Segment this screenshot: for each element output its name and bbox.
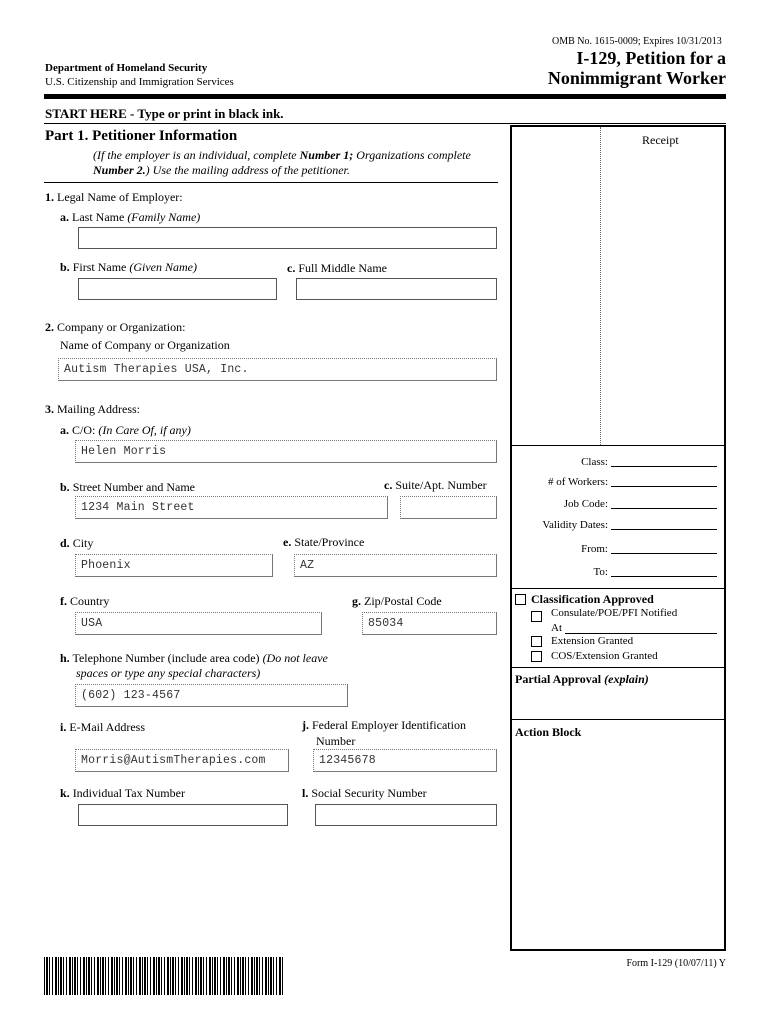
classification-approved-label: Classification Approved xyxy=(531,592,654,606)
to-label: To: xyxy=(593,566,608,578)
q3a-label: a. C/O: (In Care Of, if any) xyxy=(60,423,191,437)
country-field[interactable]: USA xyxy=(75,612,322,635)
receipt-label: Receipt xyxy=(642,133,679,147)
office-use-sidebar xyxy=(510,125,726,951)
form-title-line2: Nonimmigrant Worker xyxy=(547,68,726,88)
first-name-field[interactable] xyxy=(78,278,277,300)
q2-sublabel: Name of Company or Organization xyxy=(60,338,230,352)
dates-bottom-rule xyxy=(512,588,725,589)
zip-field[interactable]: 85034 xyxy=(362,612,497,635)
omb-number: OMB No. 1615-0009; Expires 10/31/2013 xyxy=(552,36,722,47)
email-field[interactable]: Morris@AutismTherapies.com xyxy=(75,749,289,772)
consulate-checkbox[interactable] xyxy=(531,611,542,622)
cos-extension-checkbox[interactable] xyxy=(531,651,542,662)
part1-rule xyxy=(44,182,498,183)
q3j-label: j. Federal Employer Identification xyxy=(302,718,466,732)
from-label: From: xyxy=(581,543,608,555)
header-rule xyxy=(44,94,726,99)
barcode xyxy=(44,957,284,995)
q3-label: 3. Mailing Address: xyxy=(45,402,140,416)
q3d-label: d. City xyxy=(60,536,94,550)
q3f-label: f. Country xyxy=(60,594,110,608)
q1b-label: b. First Name (Given Name) xyxy=(60,260,197,274)
agency-subname: U.S. Citizenship and Immigration Services xyxy=(45,76,234,88)
workers-label: # of Workers: xyxy=(547,476,608,488)
telephone-field[interactable]: (602) 123-4567 xyxy=(75,684,348,707)
middle-name-field[interactable] xyxy=(296,278,497,300)
agency-name: Department of Homeland Security xyxy=(45,62,208,74)
start-here-note: START HERE - Type or print in black ink. xyxy=(45,106,284,121)
q3j-label-line2: Number xyxy=(316,734,356,748)
q3g-label: g. Zip/Postal Code xyxy=(352,594,442,608)
partial-approval-label: Partial Approval (explain) xyxy=(515,672,649,686)
to-line[interactable] xyxy=(611,576,717,577)
validity-line[interactable] xyxy=(611,529,717,530)
extension-granted-checkbox[interactable] xyxy=(531,636,542,647)
class-line[interactable] xyxy=(611,466,717,467)
form-title-line1: I-129, Petition for a xyxy=(576,48,726,68)
q3h-label-line2: spaces or type any special characters) xyxy=(76,666,261,680)
action-block-label: Action Block xyxy=(515,725,582,739)
from-line[interactable] xyxy=(611,553,717,554)
fein-field[interactable]: 12345678 xyxy=(313,749,497,772)
part1-instructions-line1: (If the employer is an individual, complete Number 1; Organizations complete xyxy=(93,148,471,162)
consulate-label: Consulate/POE/PFI Notified xyxy=(551,607,678,619)
company-name-field[interactable]: Autism Therapies USA, Inc. xyxy=(58,358,497,381)
start-here-rule xyxy=(44,123,726,124)
cos-extension-label: COS/Extension Granted xyxy=(551,650,658,662)
extension-granted-label: Extension Granted xyxy=(551,635,634,647)
q3i-label: i. E-Mail Address xyxy=(60,720,145,734)
q3h-label: h. Telephone Number (include area code) (Do not leave xyxy=(60,651,328,665)
tax-number-field[interactable] xyxy=(78,804,288,826)
at-label: At xyxy=(551,622,562,634)
street-field[interactable]: 1234 Main Street xyxy=(75,496,388,519)
suite-field[interactable] xyxy=(400,496,497,519)
q1-label: 1. Legal Name of Employer: xyxy=(45,190,183,204)
ssn-field[interactable] xyxy=(315,804,497,826)
validity-label: Validity Dates: xyxy=(542,519,608,531)
state-field[interactable]: AZ xyxy=(294,554,497,577)
job-code-line[interactable] xyxy=(611,508,717,509)
part1-title: Part 1. Petitioner Information xyxy=(45,128,238,144)
part1-instructions-line2: Number 2.) Use the mailing address of the petitioner. xyxy=(93,163,350,177)
q3k-label: k. Individual Tax Number xyxy=(60,786,185,800)
care-of-field[interactable]: Helen Morris xyxy=(75,440,497,463)
receipt-divider xyxy=(600,127,601,445)
q3e-label: e. State/Province xyxy=(283,535,365,549)
classification-bottom-rule xyxy=(512,667,725,668)
q3l-label: l. Social Security Number xyxy=(302,786,427,800)
q2-label: 2. Company or Organization: xyxy=(45,320,186,334)
job-code-label: Job Code: xyxy=(563,498,608,510)
classification-approved-checkbox[interactable] xyxy=(515,594,526,605)
form-edition: Form I-129 (10/07/11) Y xyxy=(626,958,726,969)
q1c-label: c. Full Middle Name xyxy=(287,261,387,275)
at-line[interactable] xyxy=(565,633,717,634)
q3b-label: b. Street Number and Name xyxy=(60,480,195,494)
receipt-bottom-rule xyxy=(512,445,725,446)
class-label: Class: xyxy=(581,456,608,468)
partial-approval-bottom-rule xyxy=(512,719,725,720)
q3c-label: c. Suite/Apt. Number xyxy=(384,478,487,492)
city-field[interactable]: Phoenix xyxy=(75,554,273,577)
workers-line[interactable] xyxy=(611,486,717,487)
last-name-field[interactable] xyxy=(78,227,497,249)
q1a-label: a. Last Name (Family Name) xyxy=(60,210,201,224)
